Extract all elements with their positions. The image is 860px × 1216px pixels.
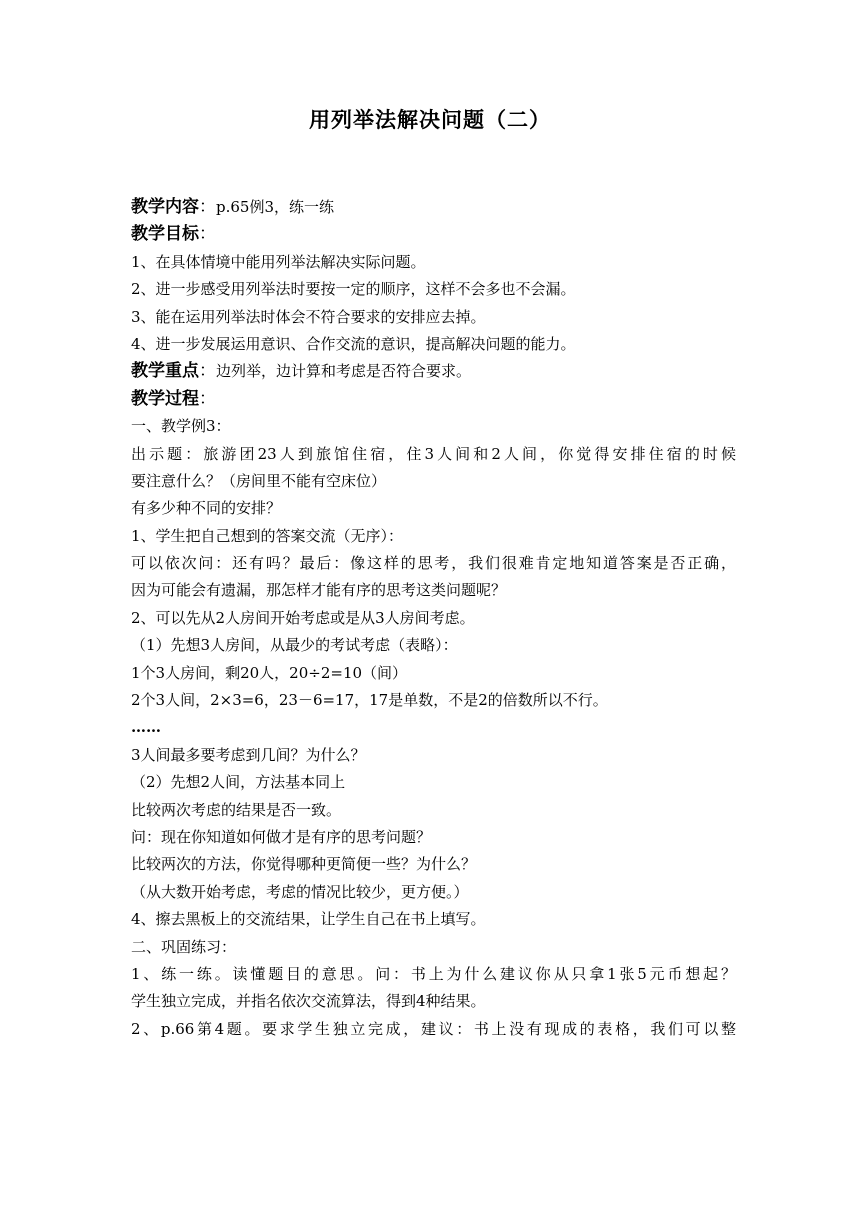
- ellipsis-line: ……: [131, 718, 161, 737]
- process-heading: [131, 386, 736, 413]
- content-text: p.65例3，练一练: [216, 198, 335, 216]
- process-line: 出示题：旅游团23人到旅馆住宿，住3人间和2人间，你觉得安排住宿的时候: [131, 444, 736, 463]
- process-line: 有多少种不同的安排？: [131, 499, 282, 518]
- process-line: 1、学生把自己想到的答案交流（无序）：: [131, 526, 404, 545]
- key-point-separator: ：: [199, 361, 216, 382]
- content-separator: ：: [199, 197, 216, 217]
- process-line: 因为可能会有遗漏，那怎样才能有序的思考这类问题呢？: [131, 581, 507, 600]
- content-line: [131, 194, 736, 221]
- process-line: 比较两次考虑的结果是否一致。: [131, 800, 342, 819]
- process-line: （2）先想2人间，方法基本同上: [131, 773, 346, 792]
- document-title: 用列举法解决问题（二）: [309, 107, 551, 132]
- process-line: 1个3人房间，剩20人，20÷2=10（间）: [131, 663, 408, 682]
- process-line: 4、擦去黑板上的交流结果，让学生自己在书上填写。: [131, 910, 486, 929]
- process-line: （从大数开始考虑，考虑的情况比较少，更方便。）: [131, 882, 469, 901]
- process-line: 2个3人间，2×3=6，23－6=17，17是单数，不是2的倍数所以不行。: [131, 691, 608, 710]
- goals-separator: ：: [199, 224, 216, 245]
- process-line: （1）先想3人房间，从最少的考试考虑（表略）：: [131, 636, 458, 655]
- process-line: 学生独立完成，并指名依次交流算法，得到4种结果。: [131, 992, 486, 1011]
- process-label: 教学过程: [131, 388, 199, 409]
- key-point-label: 教学重点: [131, 361, 199, 382]
- process-line: 1、练一练。读懂题目的意思。问：书上为什么建议你从只拿1张5元币想起？: [131, 964, 736, 983]
- content-label: 教学内容: [131, 197, 199, 217]
- goal-item: 4、进一步发展运用意识、合作交流的意识，提高解决问题的能力。: [131, 334, 576, 353]
- goal-item: 3、能在运用列举法时体会不符合要求的安排应去掉。: [131, 307, 486, 326]
- key-point-line: [131, 358, 736, 385]
- process-line: 比较两次的方法，你觉得哪种更简便一些？为什么？: [131, 855, 477, 874]
- process-line: 要注意什么？（房间里不能有空床位）: [131, 471, 387, 490]
- goals-heading: [131, 221, 736, 248]
- process-separator: ：: [199, 388, 216, 409]
- process-line: 3人间最多要考虑到几间？为什么？: [131, 745, 366, 764]
- process-line: 问：现在你知道如何做才是有序的思考问题？: [131, 827, 432, 846]
- goals-label: 教学目标: [131, 224, 199, 245]
- process-line: 二、巩固练习：: [131, 937, 237, 956]
- process-line: 可以依次问：还有吗？最后：像这样的思考，我们很难肯定地知道答案是否正确，: [131, 554, 736, 573]
- key-point-text: 边列举，边计算和考虑是否符合要求。: [216, 362, 472, 381]
- goal-item: 1、在具体情境中能用列举法解决实际问题。: [131, 252, 426, 271]
- process-line: 一、教学例3：: [131, 417, 231, 436]
- process-line: 2、p.66第4题。要求学生独立完成，建议：书上没有现成的表格，我们可以整: [131, 1019, 736, 1038]
- goal-item: 2、进一步感受用列举法时要按一定的顺序，这样不会多也不会漏。: [131, 280, 576, 299]
- document-body: [131, 194, 736, 1043]
- process-line: 2、可以先从2人房间开始考虑或是从3人房间考虑。: [131, 608, 475, 627]
